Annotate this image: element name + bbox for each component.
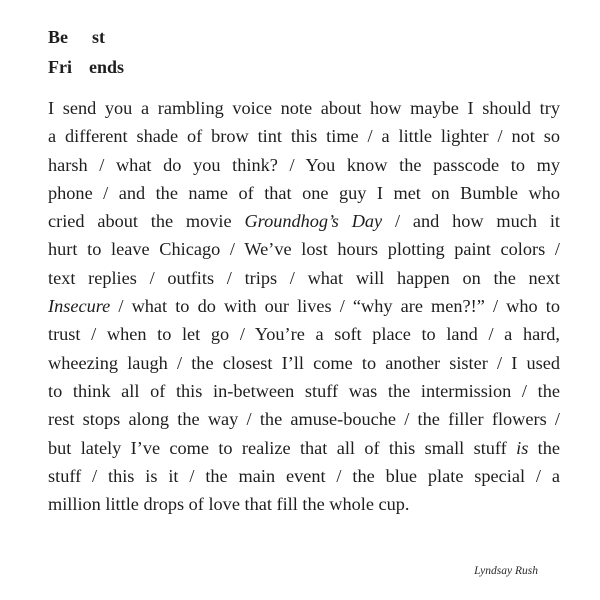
poem-line: million little drops of love that fill the whole cup. — [48, 494, 410, 515]
poem-line-text: / and how much it — [382, 211, 560, 232]
poem-italic-title: Groundhog’s Day — [244, 211, 383, 232]
poem-line: wheezing laugh / the closest I’ll come to another sister / I used — [48, 352, 560, 373]
poem-line: hurt to leave Chicago / We’ve lost hours plotting paint colors / — [48, 239, 560, 260]
poem-line — [48, 434, 560, 462]
poem-title — [48, 22, 124, 82]
author-signature: Lyndsay Rush — [474, 565, 538, 577]
title-line-1-part-2: st — [92, 27, 105, 47]
poem-line: to think all of this in-between stuff was the intermission / the — [48, 380, 560, 401]
poem-line-text: / what to do with our lives / “why are men?!” / who to — [110, 296, 560, 317]
poem-line-text: cried about the movie — [48, 211, 245, 232]
poem-line: trust / when to let go / You’re a soft place to land / a hard, — [48, 324, 560, 345]
poem-line: text replies / outfits / trips / what will happen on the next — [48, 267, 560, 288]
title-line-2 — [48, 52, 124, 82]
poem-line: I send you a rambling voice note about how maybe I should try — [48, 98, 560, 118]
poem-italic-title: Insecure — [48, 296, 111, 317]
title-line-1-part-1: Be — [48, 27, 68, 47]
poem-line: rest stops along the way / the amuse-bouche / the filler flowers / — [48, 409, 560, 430]
poem-body — [48, 94, 560, 518]
poem-italic-word: is — [516, 437, 529, 458]
poem-line: a different shade of brow tint this time / a little lighter / not so — [48, 126, 560, 147]
poem-line: phone / and the name of that one guy I met on Bumble who — [48, 182, 560, 203]
poem-line — [48, 207, 560, 235]
poem-line-text: the — [528, 437, 560, 458]
poem-line — [48, 292, 560, 320]
title-line-2-part-1: Fri — [48, 57, 72, 77]
poem-line-text: but lately I’ve come to realize that all of this small stuff — [48, 437, 517, 458]
poem-line: harsh / what do you think? / You know the passcode to my — [48, 154, 560, 175]
title-line-1 — [48, 22, 124, 52]
poem-line: stuff / this is it / the main event / the blue plate special / a — [48, 465, 560, 486]
title-line-2-part-2: ends — [89, 57, 125, 77]
